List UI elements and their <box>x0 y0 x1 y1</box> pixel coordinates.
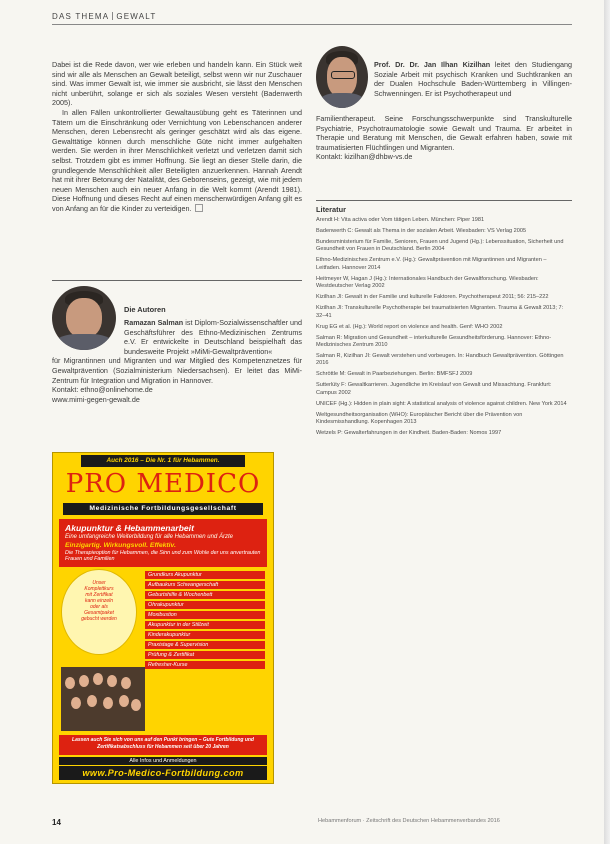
ad-list-item: Prüfung & Zertifikat <box>145 651 265 659</box>
ad-url-link[interactable]: www.Pro-Medico-Fortbildung.com <box>59 766 267 780</box>
coauthor-bio-continued: Familientherapeut. Seine Forschungsschwerpunkte sind Transkulturelle Psychiatrie, Psychotraumatologie sowie Gewalt und Trauma. Er arbeitet in Therapie und Beratung mit Menschen, die Gewalt erfahren haben, sowie mit traumatisierten Flüchtlingen und Migranten. Kontakt: kizilhan@dhbw-vs.de <box>316 114 572 162</box>
ad-brand-logo: PRO MEDICO <box>65 469 261 499</box>
ad-headline: Akupunktur & Hebammenarbeit <box>65 523 194 533</box>
section-header <box>52 12 156 21</box>
literature-item: Kizilhan JI: Transkulturelle Psychotherapie bei traumatisierten Migranten. Trauma & Gewalt 2013; 7: 32–41 <box>316 305 564 319</box>
ad-info: Alle Infos und Anmeldungen <box>59 757 267 765</box>
literature-item: Arendt H: Vita activa oder Vom tätigen Leben. München: Piper 1981 <box>316 217 485 223</box>
divider <box>52 280 302 281</box>
ad-list-item: Akupunktur in der Stillzeit <box>145 621 265 629</box>
divider <box>316 200 572 201</box>
ad-list-item: Geburtshilfe & Wochenbett <box>145 591 265 599</box>
end-mark-icon <box>195 204 203 212</box>
page-number: 14 <box>52 818 61 827</box>
coauthor-name: Prof. Dr. Dr. Jan Ilhan Kizilhan <box>374 60 491 69</box>
ad-list-item: Praxistage & Supervision <box>145 641 265 649</box>
article-paragraph: Dabei ist die Rede davon, wer wie erleben und handeln kann. Ein Stück weit sind wir alle als Menschen an Gewalt beteiligt, selbst wenn wir nur Zuschauer sind. Was immer Gewalt ist, wie immer sie ausbricht, sie lässt den Menschen nicht unberührt, solange er sich als soziales Wesen versteht (Badenwerth 2005). <box>52 60 302 108</box>
literature-item: Salman R, Kizilhan JI: Gewalt verstehen und vorbeugen. In: Handbuch Gewaltprävention. Göttingen 2016 <box>316 353 564 367</box>
literature-item: Kizilhan JI: Gewalt in der Familie und kulturelle Faktoren. Psychotherapeut 2011; 56: 215–222 <box>316 294 549 301</box>
literature-item: Heitmeyer W, Hagan J (Hg.): Internationales Handbuch der Gewaltforschung. Wiesbaden: Westdeutscher Verlag 2002 <box>316 275 539 290</box>
literature-item: Badenwerth C: Gewalt als Thema in der sozialen Arbeit. Wiesbaden: VS Verlag 2005 <box>316 228 527 234</box>
page-fold <box>604 0 610 844</box>
header-rule <box>52 24 572 25</box>
ad-group-photo <box>61 667 145 731</box>
author-name: Ramazan Salman <box>124 318 184 327</box>
literature-item: UNICEF (Hg.): Hidden in plain sight: A statistical analysis of violence against children. New York 2014 <box>316 400 567 407</box>
author-bio-continued: für Migrantinnen und Migranten und war Mitglied des Kompetenznetzes für Gewaltprävention (Sozialministerium Niedersachsen). Er leitet das MiMi-Zentrum für Integration und Migration in Hannover. <box>52 356 302 385</box>
ad-badge: Unser Komplettkurs mit Zertifikat kann einzeln oder als Gesamtpaket gebucht werden <box>61 569 137 655</box>
literature-item: Krug EG et al. (Hg.): World report on violence and health. Genf: WHO 2002 <box>316 323 503 330</box>
ad-list-item: Grundkurs Akupunktur <box>145 571 265 579</box>
authors-heading: Die Autoren <box>124 305 166 314</box>
literature-item: Wetzels P: Gewalterfahrungen in der Kindheit. Baden-Baden: Nomos 1997 <box>316 430 502 437</box>
ad-line: Einzigartig. Wirkungsvoll. Effektiv. <box>65 542 176 549</box>
section-label: DAS THEMA <box>52 12 110 21</box>
ad-headline-box <box>59 519 267 567</box>
author-bio: Ramazan Salman ist Diplom-Sozialwissenschaftler und Geschäftsführer des Ethno-Medizinischen Zentrums e.V. Er entwickelte in Deutschland beispielhaft das bundesweite Projekt »MiMi-Gewaltprävention« für Migrantinnen und Migranten und war Mitglied des Kompetenznetzes für Gewaltprävention (Sozialministerium Niedersachsen). Er leitet das MiMi-Zentrum für Integration und Migration in Hannover. Kontakt: ethno@onlinehome.de www.mimi-gegen-gewalt.de <box>52 318 303 404</box>
coauthor-contact: Kontakt: kizilhan@dhbw-vs.de <box>316 152 413 162</box>
ad-footer: Lassen auch Sie sich von uns auf den Punkt bringen – Gute Fortbildung und Zertifikatsabschluss für Hebammen seit über 20 Jahren <box>59 735 267 755</box>
author-contact: Kontakt: ethno@onlinehome.de <box>52 385 153 395</box>
author-website: www.mimi-gegen-gewalt.de <box>52 394 140 404</box>
ad-line: Die Therapieoption für Hebammen, die Sinn und zum Wohle der uns anvertrauten Frauen und Familien <box>65 550 261 562</box>
ad-list-item: Kinderakupunktur <box>145 631 265 639</box>
literature-item: Sutterlüty F: Gewaltkarrieren. Jugendliche im Kreislauf von Gewalt und Missachtung. Frankfurt: Campus 2002 <box>316 382 552 396</box>
literature-heading: Literatur <box>316 205 346 214</box>
ad-list-item: Ohrakupunktur <box>145 601 265 609</box>
ad-list-item: Refresher-Kurse <box>145 661 265 669</box>
pro-medico-ad[interactable] <box>52 452 274 784</box>
ad-list-item: Moxibustion <box>145 611 265 619</box>
literature-list <box>316 205 572 441</box>
ad-subtitle: Medizinische Fortbildungsgesellschaft <box>63 503 263 515</box>
literature-item: Bundesministerium für Familie, Senioren, Frauen und Jugend (Hg.): Lebenssituation, Sicherheit und Gesundheit von Frauen in Deutschland. Berlin 2004 <box>316 239 564 253</box>
coauthor-portrait <box>316 46 368 108</box>
ad-tagline: Auch 2016 – Die Nr. 1 für Hebammen. <box>81 455 245 467</box>
literature-item: Weltgesundheitsorganisation (WHO): Europäischer Bericht über die Prävention von Kindesmisshandlung. Kopenhagen 2013 <box>316 411 523 426</box>
literature-item: Schröttle M: Gewalt in Paarbeziehungen. Berlin: BMFSFJ 2009 <box>316 371 473 378</box>
literature-item: Salman R: Migration und Gesundheit – interkulturelle Gesundheitsförderung. Hannover: Ethno-Medizinisches Zentrum 2010 <box>316 334 552 349</box>
coauthor-bio: Prof. Dr. Dr. Jan Ilhan Kizilhan leitet den Studiengang Soziale Arbeit mit psychisch Kranken und Suchtkranken an der Dualen Hochschule Baden-Württemberg in Villingen-Schwenningen. Er ist Psychotherapeut und <box>374 60 572 98</box>
ad-list-item: Aufbaukurs Schwangerschaft <box>145 581 265 589</box>
ad-line: Eine umfangreiche Weiterbildung für alle Hebammen und Ärzte <box>65 534 233 540</box>
literature-item: Ethno-Medizinisches Zentrum e.V. (Hg.): Gewaltprävention mit Migrantinnen und Migranten – Leitfaden. Hannover 2014 <box>316 257 547 271</box>
journal-footer: Hebammenforum · Zeitschrift des Deutschen Hebammenverbandes 2016 <box>318 818 500 824</box>
main-article <box>52 60 302 214</box>
article-paragraph: In allen Fällen unkontrollierter Gewaltausübung geht es Täterinnen und Tätern um die Einschränkung oder Vernichtung von Lebenschancen anderer Menschen, deren Lebensrecht als geringer geschätzt wird als das eigene. Gewalttätige können durch menschliche Güte nicht immer aufgehalten werden. Sie werden in ihrer Menschlichkeit verletzt und verletzen damit sich selbst. Trotzdem gibt es immer Hoffnung. Sie liegt an dieser Stelle darin, die grundlegende Menschlichkeit aller Beteiligten anzuerkennen. Hannah Arendt hat mit ihrer Betonung der Natalität, des Geborenseins, gezeigt, wie mit jedem neuen Menschen auch ein neuer Anfang in die Welt kommt (Arendt 1981). Diese Hoffnung und dieses Recht auf einen menschenwürdigen Anfang gilt es von Anfang an für die Kinder zu verteidigen. <box>52 107 302 213</box>
ad-course-list <box>145 571 265 671</box>
topic-label: GEWALT <box>116 12 157 21</box>
